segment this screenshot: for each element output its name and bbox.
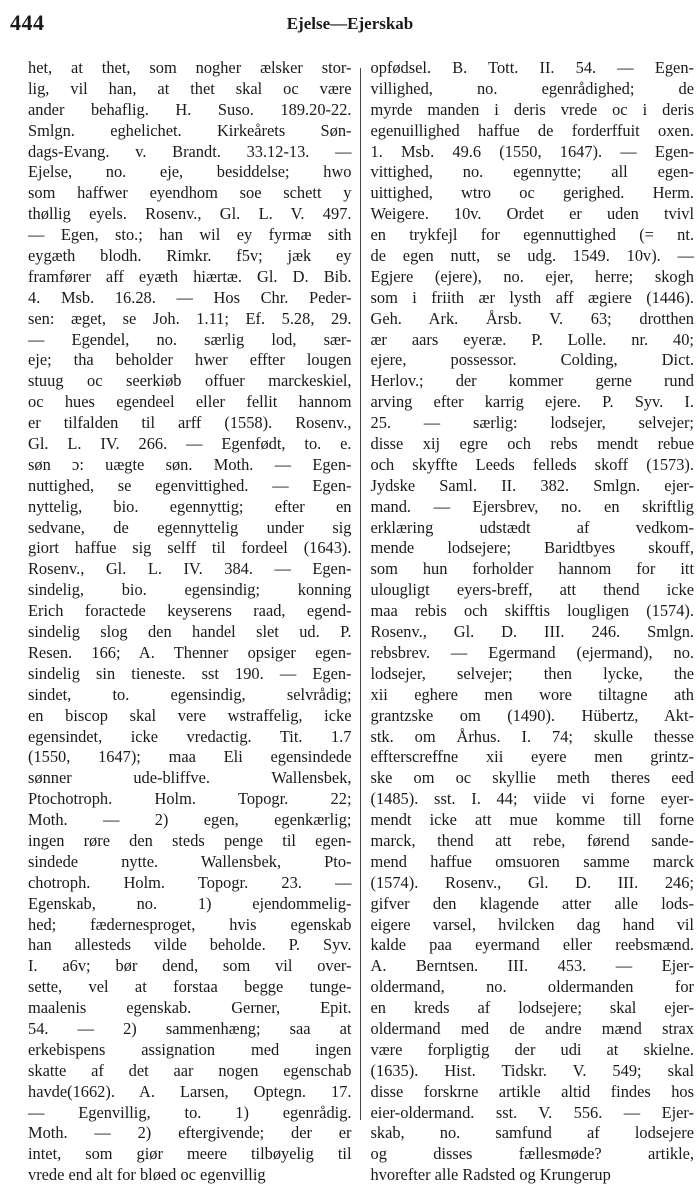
text-line: disse forskrne artikle altid findes hos — [370, 1081, 694, 1101]
text-line: disse xij egre och rebs mendt rebue — [370, 434, 694, 454]
right-column — [361, 58, 695, 1185]
text-line: sindelig, bio. egensindig; konning — [28, 580, 352, 600]
text-line: ske om oc skyllie meth theres eed — [370, 768, 694, 788]
text-line: maa rebis och skifftis lougligen (1574). — [370, 601, 694, 621]
text-line: chotroph. Holm. Topogr. 23. — — [28, 872, 352, 892]
text-line: Erich foractede keyserens raad, egend- — [28, 601, 352, 621]
text-line: Egjere (ejere), no. ejer, herre; skogh — [370, 266, 694, 286]
text-line: skatte af det aar nogen egenschab — [28, 1060, 352, 1080]
text-line: Gl. L. IV. 266. — Egenfødt, to. e. — [28, 434, 352, 454]
text-line: uittighed, wtro oc gerighed. Herm. — [370, 183, 694, 203]
text-line: arving efter karrig ejere. P. Syv. I. — [370, 392, 694, 412]
text-line: dags-Evang. v. Brandt. 33.12-13. — — [28, 141, 352, 161]
text-line: myrde manden i deris vrede oc i deris — [370, 99, 694, 119]
text-line: — Egenvillig, to. 1) egenrådig. — [28, 1102, 352, 1122]
text-line: het, at thet, som nogher ælsker stor- — [28, 58, 352, 77]
text-line: være forpligtig der udi at skielne. — [370, 1039, 694, 1059]
text-line: Rosenv., Gl. D. III. 246. Smlgn. — [370, 622, 694, 642]
text-line: eier-oldermand. sst. V. 556. — Ejer- — [370, 1102, 694, 1122]
text-line: opfødsel. B. Tott. II. 54. — Egen- — [370, 58, 694, 77]
text-line: Weigere. 10v. Ordet er uden tvivl — [370, 204, 694, 224]
text-line: — Egendel, no. særlig lod, sær- — [28, 329, 352, 349]
text-line: sedvane, de egennyttelig under sig — [28, 517, 352, 537]
text-line: som i friith ær lysth aff ægiere (1446). — [370, 287, 694, 307]
text-line: lodsejer, selvejer; then lycke, the — [370, 663, 694, 683]
text-line: en biscop skal vere wstraffelig, icke — [28, 705, 352, 725]
text-line: — Egen, sto.; han wil ey fyrmæ sith — [28, 225, 352, 245]
text-line: ejere, possessor. Colding, Dict. — [370, 350, 694, 370]
text-line: Geh. Ark. Årsb. V. 63; drotthen — [370, 308, 694, 328]
text-line: lig, vil han, at thet skal oc være — [28, 78, 352, 98]
text-line: sindet, to. egensindig, selvrådig; — [28, 684, 352, 704]
text-line: erklæring udstædt af vedkom- — [370, 517, 694, 537]
text-line: ulougligt eyers-breff, att thend icke — [370, 580, 694, 600]
text-line: xii eghere men wore tiltagne ath — [370, 684, 694, 704]
text-line: egenuillighed haffue de forderffuit oxen. — [370, 120, 694, 140]
text-line: (1485). sst. I. 44; viide vi forne eyer- — [370, 789, 694, 809]
text-line: mendt icke att mue komme till forne — [370, 810, 694, 830]
text-line: Ptochotroph. Holm. Topogr. 22; — [28, 789, 352, 809]
page-number: 444 — [10, 10, 45, 35]
text-line: søn ɔ: uægte søn. Moth. — Egen- — [28, 454, 352, 474]
text-line: skab, no. samfund af lodsejere — [370, 1123, 694, 1143]
text-line: rebsbrev. — Egermand (ejermand), no. — [370, 642, 694, 662]
text-line: Moth. — 2) eftergivende; der er — [28, 1123, 352, 1143]
text-line: giort haffue sig selff til fordeel (1643). — [28, 538, 352, 558]
text-line: sette, vel at forstaa begge tunge- — [28, 977, 352, 997]
text-line: eigere varsel, hvilcken dag hand vil — [370, 914, 694, 934]
text-line: Ejelse, no. eje, besiddelse; hwo — [28, 162, 352, 182]
text-line: Rosenv., Gl. L. IV. 384. — Egen- — [28, 559, 352, 579]
text-line: Egenskab, no. 1) ejendommelig- — [28, 893, 352, 913]
text-line: som haffwer eyendhom soe schett y — [28, 183, 352, 203]
text-line: sønner ude-bliffve. Wallensbek, — [28, 768, 352, 788]
text-line: han allesteds vilde beholde. P. Syv. — [28, 935, 352, 955]
text-line: stuug oc seerkiøb offuer marckeskiel, — [28, 371, 352, 391]
left-column — [28, 58, 360, 1185]
text-line: kalde paa eyermand eller reebsmænd. — [370, 935, 694, 955]
text-line: Moth. — 2) egen, egenkærlig; — [28, 810, 352, 830]
text-line: och skyffte Leeds felleds skoff (1573). — [370, 454, 694, 474]
text-line: Herlov.; der kommer gerne rund — [370, 371, 694, 391]
text-line: intet, som giør meere tilbøyelig til — [28, 1144, 352, 1164]
text-line: sindelig sin tieneste. sst 190. — Egen- — [28, 663, 352, 683]
text-line: grantzske om (1490). Hübertz, Akt- — [370, 705, 694, 725]
text-line: nyttelig, bio. egennyttig; efter en — [28, 496, 352, 516]
text-line: en trykfejl for egennuttighed (= nt. — [370, 225, 694, 245]
text-line: nuttighed, se egenvittighed. — Egen- — [28, 475, 352, 495]
text-line: 54. — 2) sammenhæng; saa at — [28, 1018, 352, 1038]
text-line: oldermand med de andre mænd strax — [370, 1018, 694, 1038]
running-head: Ejelse—Ejerskab — [286, 14, 414, 33]
text-line: ingen røre den steds penge til egen- — [28, 830, 352, 850]
text-line: villighed, no. egenrådighed; de — [370, 78, 694, 98]
text-line: mand. — Ejersbrev, no. en skriftlig — [370, 496, 694, 516]
text-line: 4. Msb. 16.28. — Hos Chr. Peder- — [28, 287, 352, 307]
text-line: havde(1662). A. Larsen, Optegn. 17. — [28, 1081, 352, 1101]
text-line: egensindet, icke vredactig. Tit. 1.7 — [28, 726, 352, 746]
text-line: stk. om Århus. I. 74; skulle thesse — [370, 726, 694, 746]
text-line: maalenis egenskab. Gerner, Epit. — [28, 998, 352, 1018]
text-line: erkebispens assignation med ingen — [28, 1039, 352, 1059]
text-line: eygæth blodh. Rimkr. f5v; jæk ey — [28, 246, 352, 266]
text-line: er tilfalden til arff (1558). Rosenv., — [28, 413, 352, 433]
text-line: A. Berntsen. III. 453. — Ejer- — [370, 956, 694, 976]
text-line: I. a6v; bør dend, som vil over- — [28, 956, 352, 976]
text-line: mende lodsejere; Baridtbyes skouff, — [370, 538, 694, 558]
text-line: hed; fædernesproget, hvis egenskab — [28, 914, 352, 934]
text-line: (1574). Rosenv., Gl. D. III. 246; — [370, 872, 694, 892]
text-line: thøllig eyels. Rosenv., Gl. L. V. 497. — [28, 204, 352, 224]
text-columns — [28, 58, 694, 1185]
text-line: 25. — særlig: lodsejer, selvejer; — [370, 413, 694, 433]
text-line: Resen. 166; A. Thenner opsiger egen- — [28, 642, 352, 662]
text-line: (1550, 1647); maa Eli egensindede — [28, 747, 352, 767]
text-line: og disses fællesmøde? artikle, — [370, 1144, 694, 1164]
text-line: marck, thend att rebe, førend sande- — [370, 830, 694, 850]
text-line: vittighed, no. egennytte; all egen- — [370, 162, 694, 182]
text-line: effterscreffne xii eyere men grintz- — [370, 747, 694, 767]
text-line: sindelig slog den handel slet ud. P. — [28, 622, 352, 642]
text-line: eje; tha beholder hwer effter lougen — [28, 350, 352, 370]
text-line: ær aars eyeræ. P. Lolle. nr. 40; — [370, 329, 694, 349]
text-line: gifver den klagende atter alle lods- — [370, 893, 694, 913]
text-line: som hun forholder hannom for itt — [370, 559, 694, 579]
text-line: oc hues egendeel eller fellit hannom — [28, 392, 352, 412]
text-line: Smlgn. eghelichet. Kirkeårets Søn- — [28, 120, 352, 140]
text-line: (1635). Hist. Tidskr. V. 549; skal — [370, 1060, 694, 1080]
text-line: sindede nytte. Wallensbek, Pto- — [28, 851, 352, 871]
text-line: 1. Msb. 49.6 (1550, 1647). — Egen- — [370, 141, 694, 161]
text-line: framfører aff eyæth hiærtæ. Gl. D. Bib. — [28, 266, 352, 286]
text-line: de egen nutt, se udg. 1549. 10v). — — [370, 246, 694, 266]
text-line: mend haffue omsuoren samme marck — [370, 851, 694, 871]
text-line: en kreds af lodsejere; skal ejer- — [370, 998, 694, 1018]
text-line: vrede end alt for bløed oc egenvillig — [28, 1165, 266, 1185]
text-line: ander behaflig. H. Suso. 189.20-22. — [28, 99, 352, 119]
text-line: hvorefter alle Radsted og Krungerup — [370, 1165, 611, 1185]
page-header — [10, 10, 690, 36]
text-line: sen: æget, se Joh. 1.11; Ef. 5.28, 29. — [28, 308, 352, 328]
text-line: Jydske Saml. II. 382. Smlgn. ejer- — [370, 475, 694, 495]
text-line: oldermand, no. oldermanden for — [370, 977, 694, 997]
